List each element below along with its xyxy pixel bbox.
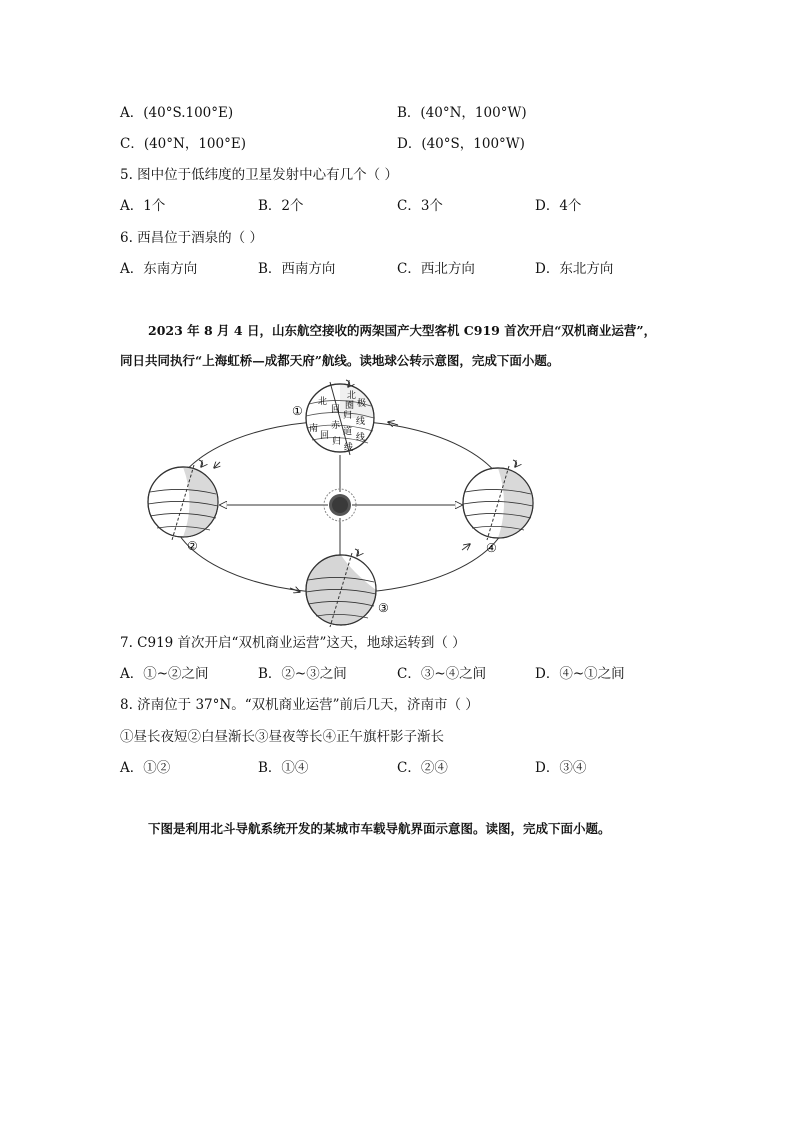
globe1-label-xian2: 线 xyxy=(356,433,366,443)
orbit-arrow-right-bottom xyxy=(462,544,470,550)
q4-option-a: A．(40°S.100°E) xyxy=(120,105,234,121)
position-label-1: ① xyxy=(292,404,303,418)
position-label-2: ② xyxy=(187,539,198,553)
sun-icon xyxy=(324,489,356,521)
globe1-label-xian: 线 xyxy=(356,417,366,427)
q6-stem: 6. 西昌位于酒泉的（ ） xyxy=(120,230,263,246)
q8-stem: 8. 济南位于 37°N。“双机商业运营”前后几天，济南市（ ） xyxy=(120,697,479,713)
globe1-label-bei: 北 xyxy=(347,391,357,401)
q6-option-d: D．东北方向 xyxy=(535,261,614,277)
position-label-3: ③ xyxy=(378,601,389,615)
globe1-label-xian3: 线 xyxy=(344,443,354,453)
globe1-label-chi: 赤 xyxy=(331,421,341,431)
globe1-label-ji: 极 xyxy=(357,399,367,409)
q4-option-b: B．(40°N，100°W) xyxy=(397,105,527,121)
q7-option-b: B．②~③之间 xyxy=(258,666,347,682)
q5-option-b: B．2个 xyxy=(258,198,304,214)
intro1-line2: 同日共同执行“上海虹桥—成都天府”航线。读地球公转示意图，完成下面小题。 xyxy=(120,353,560,368)
q8-option-d: D．③④ xyxy=(535,760,587,776)
q8-choices: ①昼长夜短②白昼渐长③昼夜等长④正午旗杆影子渐长 xyxy=(120,729,444,745)
globe1-label-gui3: 归 xyxy=(332,437,342,447)
q6-option-c: C．西北方向 xyxy=(397,261,475,277)
intro2-line1: 下图是利用北斗导航系统开发的某城市车载导航界面示意图。读图，完成下面小题。 xyxy=(148,821,611,836)
q4-option-d: D．(40°S，100°W) xyxy=(397,136,525,152)
q7-option-d: D．④~①之间 xyxy=(535,666,625,682)
q7-option-c: C．③~④之间 xyxy=(397,666,487,682)
globe1-label-gui: 回 xyxy=(331,405,341,415)
q8-option-c: C．②④ xyxy=(397,760,448,776)
globe-position-1 xyxy=(306,380,374,455)
globe1-label-nan: 南 xyxy=(309,424,319,434)
q6-option-a: A．东南方向 xyxy=(120,261,198,277)
globe1-label-gui2: 归 xyxy=(343,411,353,421)
globe1-label-dao: 道 xyxy=(343,427,353,437)
globe-position-3 xyxy=(306,549,376,627)
globe-position-4 xyxy=(463,460,533,540)
q5-option-d: D．4个 xyxy=(535,198,582,214)
globe-position-2 xyxy=(148,460,218,540)
q4-option-c: C．(40°N，100°E) xyxy=(120,136,246,152)
globe1-label-quan: 圈 xyxy=(345,401,355,411)
position-label-4: ④ xyxy=(486,541,497,555)
q5-option-c: C．3个 xyxy=(397,198,443,214)
q7-option-a: A．①~②之间 xyxy=(120,666,209,682)
q6-option-b: B．西南方向 xyxy=(258,261,336,277)
q5-stem: 5. 图中位于低纬度的卫星发射中心有几个（ ） xyxy=(120,167,398,183)
intro1-line1: 2023 年 8 月 4 日，山东航空接收的两架国产大型客机 C919 首次开启“双机商业运营”， xyxy=(148,323,657,338)
globe1-label-bei2: 北 xyxy=(318,397,328,407)
q8-option-a: A．①② xyxy=(120,760,171,776)
orbit-arrow-left-top xyxy=(214,462,220,468)
earth-revolution-diagram xyxy=(140,378,550,628)
q8-option-b: B．①④ xyxy=(258,760,309,776)
q7-stem: 7. C919 首次开启“双机商业运营”这天，地球运转到（ ） xyxy=(120,635,466,651)
q5-option-a: A．1个 xyxy=(120,198,166,214)
globe1-label-hui: 回 xyxy=(320,431,330,441)
